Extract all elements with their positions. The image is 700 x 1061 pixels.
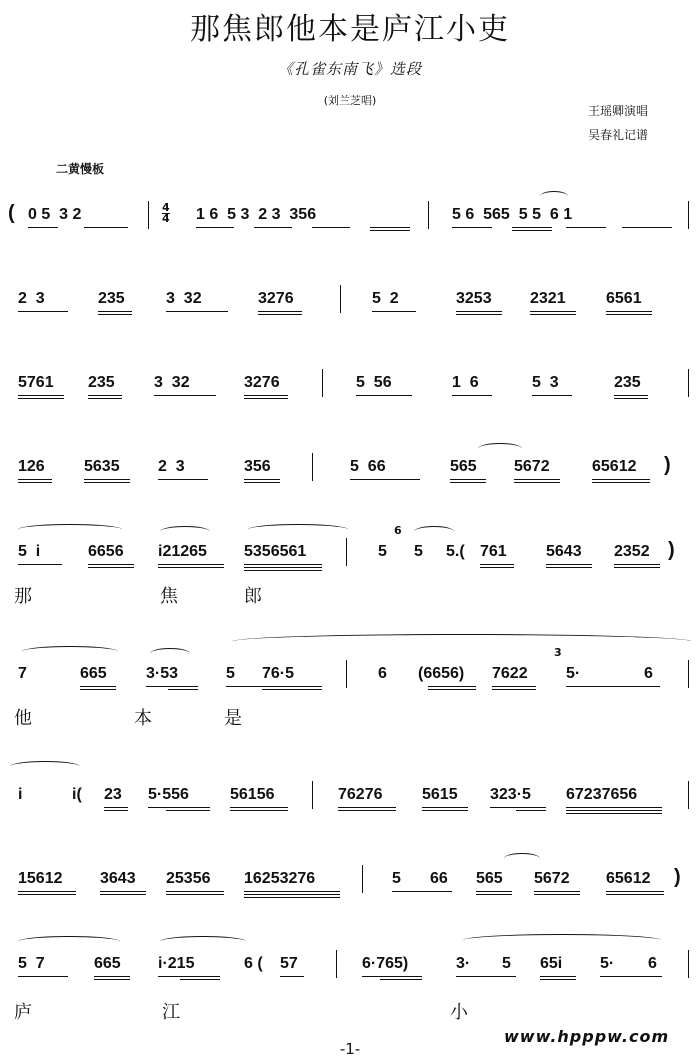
note-group: i bbox=[18, 786, 23, 803]
note-group: 67237656 bbox=[566, 786, 638, 803]
note-group: 2321 bbox=[530, 290, 566, 307]
barline bbox=[346, 538, 347, 566]
note-group: 66 bbox=[430, 870, 448, 887]
note-group: 565 bbox=[450, 458, 477, 475]
note-group: (6656) bbox=[418, 665, 465, 682]
lyric: 本 bbox=[134, 708, 152, 729]
tempo-marking: 二黄慢板 bbox=[56, 162, 105, 176]
note-group: 2352 bbox=[614, 543, 650, 560]
note-group: 5.( bbox=[446, 543, 465, 560]
barline bbox=[688, 781, 689, 809]
note-group: 565 bbox=[476, 870, 503, 887]
barline bbox=[312, 781, 313, 809]
performer-credit: 王瑶卿演唱 bbox=[588, 104, 649, 118]
watermark: www.hpppw.com bbox=[504, 1027, 670, 1046]
note-group: 3 32 bbox=[154, 374, 190, 391]
note-group: 6 bbox=[648, 955, 657, 972]
note-group: ( bbox=[8, 202, 15, 224]
note-group: 5 3 bbox=[532, 374, 559, 391]
note-group: 2 3 bbox=[158, 458, 185, 475]
note-group: 6 bbox=[378, 665, 387, 682]
note-group: 665 bbox=[94, 955, 121, 972]
lyric: 焦 bbox=[160, 586, 178, 607]
note-group: 15612 bbox=[18, 870, 63, 887]
note-group: 76·5 bbox=[262, 665, 295, 682]
singer-note: (刘兰芝唱) bbox=[323, 94, 377, 107]
barline bbox=[688, 201, 689, 229]
barline bbox=[340, 285, 341, 313]
subtitle: 《孔雀东南飞》选段 bbox=[277, 60, 422, 78]
note-group: ) bbox=[674, 866, 681, 888]
note-group: 3· bbox=[456, 955, 471, 972]
barline bbox=[688, 660, 689, 688]
page-number: -1- bbox=[339, 1040, 361, 1058]
grace-note: 6 bbox=[394, 524, 402, 537]
lyric: 江 bbox=[162, 1002, 180, 1023]
note-group: 3276 bbox=[258, 290, 294, 307]
note-group: 3253 bbox=[456, 290, 492, 307]
note-group: 65i bbox=[540, 955, 563, 972]
time-signature: 4 4 bbox=[162, 201, 170, 225]
note-group: ) bbox=[664, 454, 671, 476]
score-row-2 bbox=[0, 289, 700, 349]
lyric: 庐 bbox=[14, 1002, 32, 1023]
note-group: 5 6 565 5 5 6 1 bbox=[452, 206, 573, 223]
note-group: 323·5 bbox=[490, 786, 531, 803]
note-group: 3276 bbox=[244, 374, 280, 391]
barline bbox=[362, 865, 363, 893]
note-group: 3·53 bbox=[146, 665, 179, 682]
note-group: 65612 bbox=[606, 870, 651, 887]
note-group: ) bbox=[668, 539, 675, 561]
note-group: 5 7 bbox=[18, 955, 45, 972]
note-group: 1 6 5 3 2 3 356 bbox=[196, 206, 317, 223]
note-group: 5643 bbox=[546, 543, 582, 560]
note-group: 25356 bbox=[166, 870, 211, 887]
barline bbox=[688, 369, 689, 397]
lyric: 小 bbox=[450, 1002, 468, 1023]
score-row-1 bbox=[0, 201, 700, 265]
barline bbox=[346, 660, 347, 688]
note-group: 235 bbox=[614, 374, 641, 391]
note-group: 5 bbox=[392, 870, 401, 887]
note-group: 5761 bbox=[18, 374, 54, 391]
note-group: 761 bbox=[480, 543, 507, 560]
note-group: 665 bbox=[80, 665, 107, 682]
lyric: 那 bbox=[14, 586, 32, 607]
note-group: 5 bbox=[414, 543, 423, 560]
note-group: 235 bbox=[88, 374, 115, 391]
score-row-3 bbox=[0, 373, 700, 433]
note-group: 2 3 bbox=[18, 290, 45, 307]
score-row-6 bbox=[0, 646, 700, 734]
lyric: 他 bbox=[14, 708, 32, 729]
barline bbox=[312, 453, 313, 481]
barline bbox=[148, 201, 149, 229]
note-group: i·215 bbox=[158, 955, 195, 972]
note-group: 0 5 3 2 bbox=[28, 206, 82, 223]
grace-note: 3 bbox=[554, 646, 562, 659]
score-row-7 bbox=[0, 785, 700, 845]
note-group: 1 6 bbox=[452, 374, 479, 391]
barline bbox=[428, 201, 429, 229]
page-title: 那焦郎他本是庐江小吏 bbox=[190, 12, 510, 47]
score-row-8 bbox=[0, 866, 700, 929]
note-group: 5615 bbox=[422, 786, 458, 803]
barline bbox=[322, 369, 323, 397]
note-group: 76276 bbox=[338, 786, 383, 803]
note-group: 5356561 bbox=[244, 543, 307, 560]
score-row-9 bbox=[0, 954, 700, 1024]
note-group: 5 56 bbox=[356, 374, 392, 391]
note-group: 57 bbox=[280, 955, 298, 972]
note-group: 235 bbox=[98, 290, 125, 307]
note-group: 5672 bbox=[514, 458, 550, 475]
note-group: 3643 bbox=[100, 870, 136, 887]
note-group: 6 ( bbox=[244, 955, 263, 972]
note-group: 7622 bbox=[492, 665, 528, 682]
note-group: 5· bbox=[566, 665, 581, 682]
note-group: 6656 bbox=[88, 543, 124, 560]
barline bbox=[688, 950, 689, 978]
note-group: 23 bbox=[104, 786, 122, 803]
note-group: 356 bbox=[244, 458, 271, 475]
note-group: 16253276 bbox=[244, 870, 316, 887]
note-group: 3 32 bbox=[166, 290, 202, 307]
note-group: 5 bbox=[378, 543, 387, 560]
note-group: 5 2 bbox=[372, 290, 399, 307]
notator-credit: 吴春礼记谱 bbox=[588, 128, 649, 142]
note-group: 65612 bbox=[592, 458, 637, 475]
note-group: 5635 bbox=[84, 458, 120, 475]
note-group: 6561 bbox=[606, 290, 642, 307]
note-group: 56156 bbox=[230, 786, 275, 803]
lyric: 郎 bbox=[244, 586, 262, 607]
barline bbox=[336, 950, 337, 978]
note-group: 6·765) bbox=[362, 955, 409, 972]
score-row-5 bbox=[0, 524, 700, 612]
note-group: 5 bbox=[226, 665, 235, 682]
note-group: 5· bbox=[600, 955, 615, 972]
note-group: 5672 bbox=[534, 870, 570, 887]
lyric: 是 bbox=[224, 708, 242, 729]
note-group: 5 bbox=[502, 955, 511, 972]
note-group: 5 66 bbox=[350, 458, 386, 475]
note-group: 5 i bbox=[18, 543, 41, 560]
note-group: i21265 bbox=[158, 543, 207, 560]
note-group: 7 bbox=[18, 665, 27, 682]
note-group: i( bbox=[72, 786, 82, 803]
note-group: 126 bbox=[18, 458, 45, 475]
note-group: 6 bbox=[644, 665, 653, 682]
score-row-4 bbox=[0, 454, 700, 517]
note-group: 5·556 bbox=[148, 786, 189, 803]
